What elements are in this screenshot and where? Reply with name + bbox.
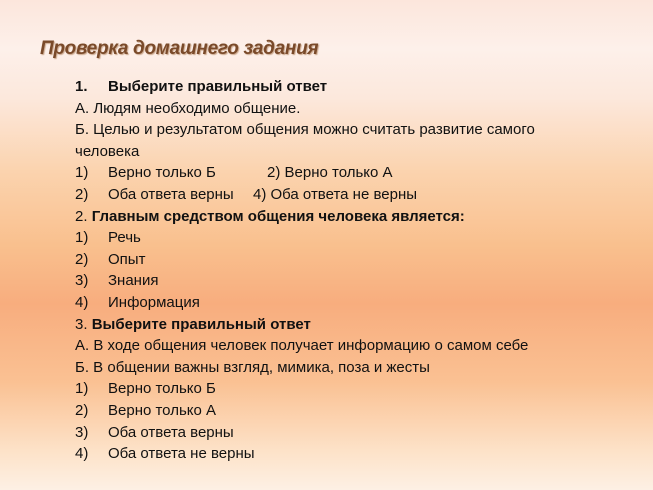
option-text: Верно только А — [108, 401, 217, 419]
option-number: 1) — [75, 229, 89, 247]
question-2-heading — [75, 206, 635, 228]
statement-a: А. Людям необходимо общение. — [75, 99, 301, 117]
option-text: Верно только Б — [108, 164, 216, 182]
option-number: 4) — [75, 445, 89, 463]
option-number: 2) — [75, 401, 89, 419]
statement-b: Б. Целью и результатом общения можно считать развитие самого — [75, 121, 535, 139]
option-number: 2) — [75, 185, 89, 203]
question-text: Главным средством общения человека является: — [91, 207, 465, 225]
question-number: 3. — [75, 315, 88, 333]
question-3-heading — [75, 314, 635, 336]
option-number: 1) — [75, 380, 89, 398]
statement-b-cont: человека — [75, 142, 140, 160]
option-text: Знания — [108, 272, 159, 290]
question-number: 2. — [75, 207, 88, 225]
option-number: 4) — [75, 293, 89, 311]
option-text: Информация — [108, 293, 200, 311]
option-row — [75, 184, 635, 206]
option-text: Опыт — [108, 250, 146, 268]
slide-title: Проверка домашнего задания — [40, 38, 319, 59]
question-1-heading — [75, 76, 635, 98]
option-row — [75, 400, 635, 422]
option-number: 2) — [75, 250, 89, 268]
option-text: Оба ответа верны — [108, 185, 234, 203]
option-row — [75, 270, 635, 292]
option-row — [75, 162, 635, 184]
option-text: Верно только Б — [108, 380, 216, 398]
option-row — [75, 292, 635, 314]
option-row — [75, 443, 635, 465]
option-row — [75, 227, 635, 249]
question-text: Выберите правильный ответ — [108, 78, 328, 95]
option-row — [75, 422, 635, 444]
option-text: 2) Верно только А — [267, 164, 393, 182]
option-row — [75, 378, 635, 400]
slide-body — [75, 76, 635, 465]
option-number: 3) — [75, 423, 89, 441]
statement-b: Б. В общении важны взгляд, мимика, поза и жесты — [75, 358, 430, 376]
option-row — [75, 249, 635, 271]
option-text: Оба ответа не верны — [108, 445, 255, 463]
option-text: 4) Оба ответа не верны — [253, 185, 418, 203]
statement-a: А. В ходе общения человек получает информацию о самом себе — [75, 337, 529, 355]
option-number: 1) — [75, 164, 89, 182]
question-text: Выберите правильный ответ — [91, 315, 311, 333]
option-text: Оба ответа верны — [108, 423, 234, 441]
option-number: 3) — [75, 272, 89, 290]
option-text: Речь — [108, 229, 141, 247]
question-number: 1. — [75, 78, 88, 95]
